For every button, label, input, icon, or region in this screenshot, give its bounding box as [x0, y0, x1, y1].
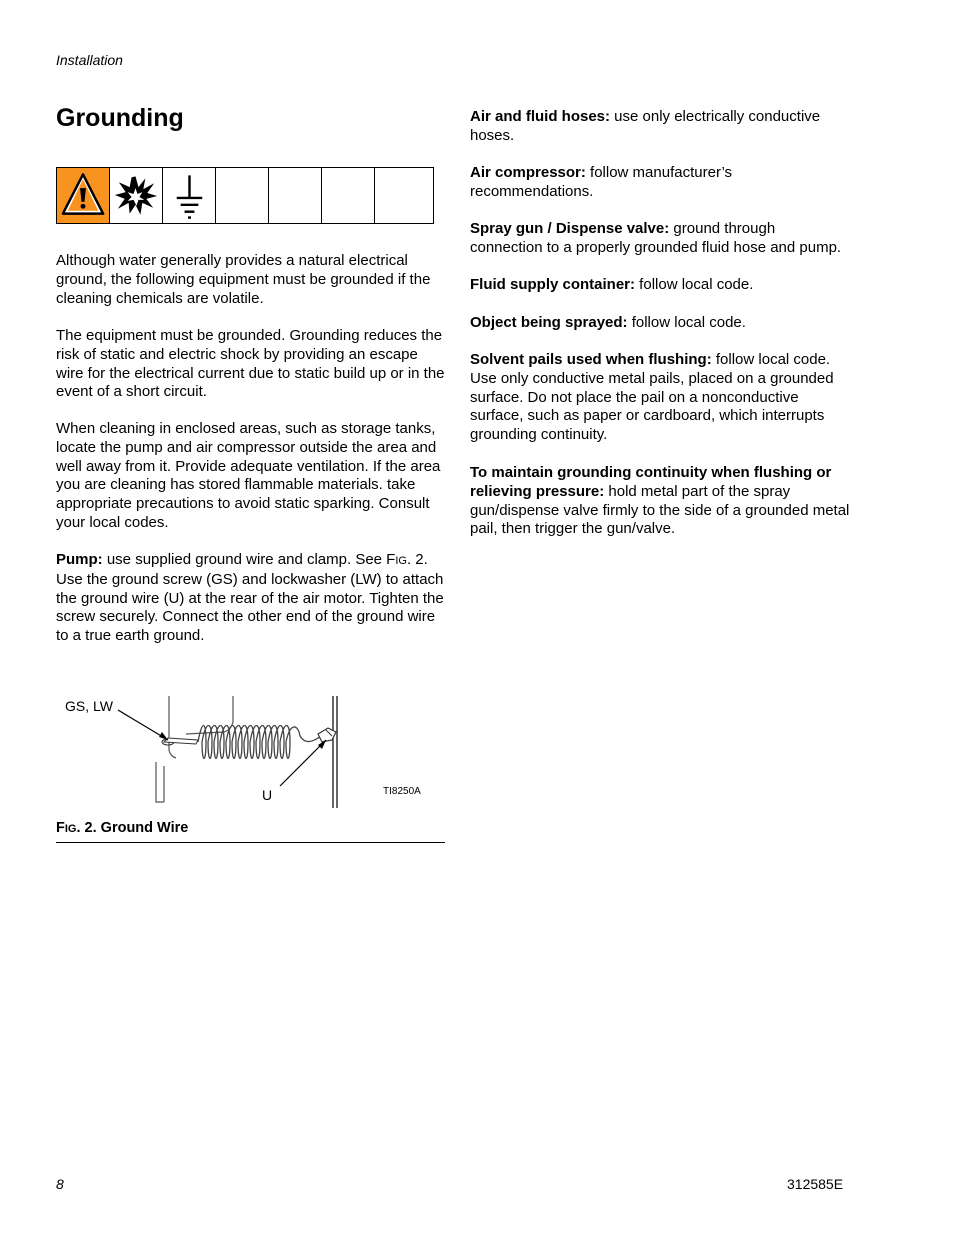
grounding-paragraph: The equipment must be grounded. Grounding reduces the risk of static and electric shock by providing an escape wire for the electrical current due to static build up or in the event of a short circuit.	[56, 327, 445, 401]
spray-gun-text: ground through connection to a properly grounded fluid hose and pump.	[470, 220, 842, 256]
fluid-container-text: follow local code.	[635, 276, 754, 293]
page-number: 8	[56, 1176, 64, 1192]
ground-icon	[163, 168, 216, 223]
fig-ref: IG	[395, 555, 407, 567]
figure-ref-code: TI8250A	[383, 786, 421, 797]
caption-text: . 2. Ground Wire	[76, 820, 189, 836]
compressor-paragraph	[470, 164, 850, 202]
fluid-container-paragraph	[470, 276, 850, 295]
compressor-label: Air compressor:	[470, 164, 586, 181]
caption-rule	[56, 842, 445, 843]
pump-text-cont: . 2. Use the ground screw (GS) and lockwasher (LW) to attach the ground wire (U) at the rear of the air motor. Tighten the screw securely. Connect the other end of the ground wire to a true earth ground.	[56, 551, 444, 645]
compressor-text: follow manufacturer’s recommendations.	[470, 164, 733, 200]
label-u: U	[262, 787, 273, 803]
object-sprayed-text: follow local code.	[627, 314, 746, 331]
warning-icon	[57, 168, 110, 223]
spray-gun-label: Spray gun / Dispense valve:	[470, 220, 670, 237]
intro-paragraph: Although water generally provides a natural electrical ground, the following equipment must be grounded if the cleaning chemicals are volatile.	[56, 252, 431, 307]
section-label: Installation	[56, 52, 123, 68]
object-sprayed-paragraph	[470, 314, 850, 333]
pump-text: use supplied ground wire and clamp. See F	[102, 551, 396, 568]
hazard-symbol-strip	[56, 167, 434, 224]
symbol-cell-empty	[375, 168, 433, 223]
continuity-label: To maintain grounding continuity when flushing or relieving pressure:	[470, 464, 832, 500]
symbol-cell-empty	[269, 168, 322, 223]
continuity-paragraph	[470, 464, 850, 539]
pump-paragraph	[56, 551, 446, 646]
symbol-cell-empty	[216, 168, 269, 223]
hoses-paragraph	[470, 108, 850, 146]
label-gs-lw: GS, LW	[65, 698, 113, 714]
fluid-container-label: Fluid supply container:	[470, 276, 636, 293]
ground-wire-figure	[56, 690, 445, 808]
solvent-pails-label: Solvent pails used when flushing:	[470, 351, 712, 368]
figure-caption	[56, 820, 188, 836]
spray-gun-paragraph	[470, 220, 850, 258]
continuity-text: hold metal part of the spray gun/dispense valve firmly to the side of a grounded metal pail, then trigger the gun/valve.	[470, 482, 850, 538]
enclosed-areas-paragraph: When cleaning in enclosed areas, such as storage tanks, locate the pump and air compressor outside the area and well away from it. Provide adequate ventilation. If the area you are cleaning has stored flammable materials. take appropriate precautions to avoid static sparking. Consult your local codes.	[56, 420, 441, 531]
document-number: 312585E	[787, 1176, 844, 1192]
explosion-icon	[110, 168, 163, 223]
caption-small-caps: IG	[64, 823, 77, 835]
pump-label: Pump:	[56, 551, 103, 568]
solvent-pails-text: follow local code. Use only conductive metal pails, placed on a grounded surface. Do not place the pail on a nonconductive surface, such as paper or cardboard, which interrupts grounding continuity.	[470, 351, 834, 444]
solvent-pails-paragraph	[470, 351, 850, 445]
hoses-text: use only electrically conductive hoses.	[470, 108, 821, 144]
object-sprayed-label: Object being sprayed:	[470, 314, 628, 331]
symbol-cell-empty	[322, 168, 375, 223]
page-title: Grounding	[56, 104, 184, 132]
caption-prefix: F	[56, 820, 65, 836]
hoses-label: Air and fluid hoses:	[470, 108, 611, 125]
